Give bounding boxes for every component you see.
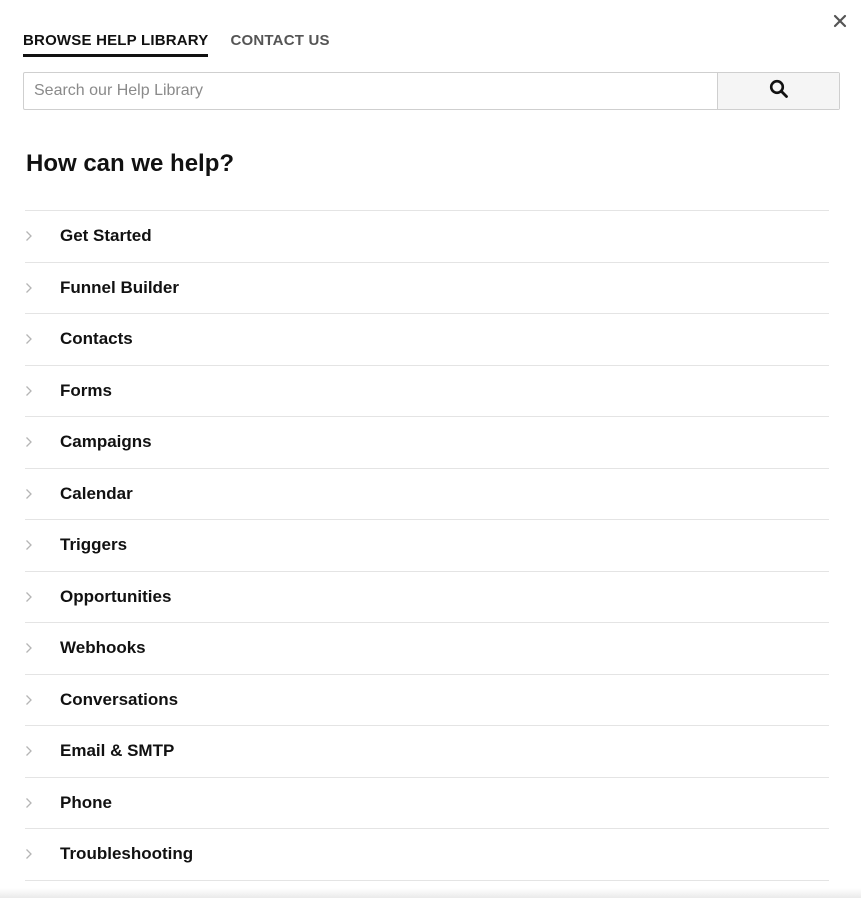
category-label: Forms — [60, 380, 112, 400]
chevron-right-icon — [25, 745, 60, 757]
tab-contact-us[interactable]: CONTACT US — [230, 32, 330, 49]
category-label: Troubleshooting — [60, 844, 194, 864]
page-title: How can we help? — [26, 150, 235, 177]
category-label: Phone — [60, 792, 112, 812]
close-icon — [833, 14, 847, 33]
category-contacts[interactable] — [25, 314, 829, 366]
category-triggers[interactable] — [25, 520, 829, 572]
category-calendar[interactable] — [25, 469, 829, 521]
category-label: Opportunities — [60, 586, 172, 606]
chevron-right-icon — [25, 230, 60, 242]
category-funnel-builder[interactable] — [25, 263, 829, 315]
search-icon — [769, 79, 789, 104]
chevron-right-icon — [25, 436, 60, 448]
category-label: Contacts — [60, 329, 133, 349]
category-opportunities[interactable] — [25, 572, 829, 624]
category-label: Funnel Builder — [60, 277, 179, 297]
category-conversations[interactable] — [25, 675, 829, 727]
category-forms[interactable] — [25, 366, 829, 418]
chevron-right-icon — [25, 282, 60, 294]
chevron-right-icon — [25, 385, 60, 397]
category-label: Email & SMTP — [60, 741, 175, 761]
category-webhooks[interactable] — [25, 623, 829, 675]
category-label: Conversations — [60, 689, 179, 709]
tab-browse-help-library[interactable]: BROWSE HELP LIBRARY — [23, 32, 208, 57]
chevron-right-icon — [25, 797, 60, 809]
category-get-started[interactable] — [25, 211, 829, 263]
category-label: Calendar — [60, 483, 133, 503]
category-campaigns[interactable] — [25, 417, 829, 469]
category-email-smtp[interactable] — [25, 726, 829, 778]
category-label: Webhooks — [60, 638, 146, 658]
chevron-right-icon — [25, 539, 60, 551]
chevron-right-icon — [25, 694, 60, 706]
category-list — [25, 210, 829, 881]
close-button[interactable] — [829, 12, 851, 34]
chevron-right-icon — [25, 591, 60, 603]
category-label: Triggers — [60, 535, 128, 555]
search-input[interactable] — [24, 73, 717, 109]
search-bar — [23, 72, 840, 110]
chevron-right-icon — [25, 642, 60, 654]
chevron-right-icon — [25, 488, 60, 500]
category-label: Get Started — [60, 226, 152, 246]
category-phone[interactable] — [25, 778, 829, 830]
category-label: Campaigns — [60, 432, 152, 452]
bottom-shadow — [0, 888, 861, 898]
chevron-right-icon — [25, 848, 60, 860]
search-button[interactable] — [717, 73, 839, 109]
category-troubleshooting[interactable] — [25, 829, 829, 881]
tab-bar — [23, 32, 330, 57]
chevron-right-icon — [25, 333, 60, 345]
